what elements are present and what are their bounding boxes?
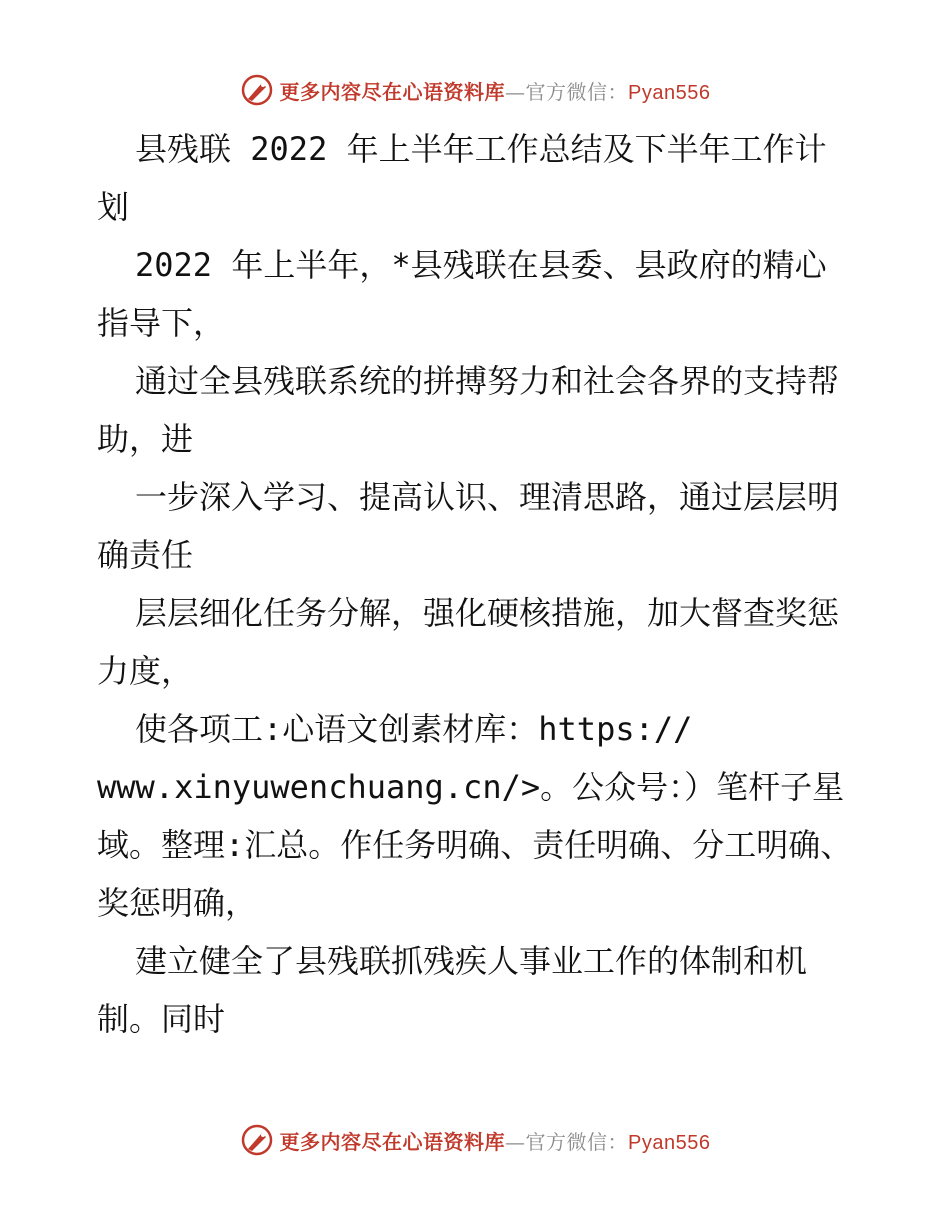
header-banner-text bbox=[280, 76, 711, 105]
document-body bbox=[97, 120, 857, 1048]
paragraph-title: 县残联 2022 年上半年工作总结及下半年工作计划 bbox=[97, 130, 827, 226]
header-wechat-account: Pyan556 bbox=[628, 81, 711, 104]
paragraph: 一步深入学习、提高认识、理清思路，通过层层明确责任 bbox=[97, 478, 840, 574]
header-brand-text: 更多内容尽在心语资料库 bbox=[279, 79, 506, 104]
paragraph: 2022 年上半年，*县残联在县委、县政府的精心指导下， bbox=[97, 246, 827, 342]
footer-brand-text: 更多内容尽在心语资料库 bbox=[279, 1129, 506, 1154]
paragraph: www.xinyuwenchuang.cn/>。公众号：）笔杆子星域。整理:汇总。作任务明确、责任明确、分工明确、奖惩明确， bbox=[97, 768, 853, 922]
paragraph: 层层细化任务分解，强化硬核措施，加大督查奖惩力度， bbox=[97, 594, 840, 690]
header-banner bbox=[0, 70, 950, 110]
footer-separator: — bbox=[505, 1129, 526, 1154]
footer-wechat-account: Pyan556 bbox=[628, 1131, 711, 1154]
paragraph: 使各项工:心语文创素材库：https:// bbox=[135, 710, 693, 748]
footer-banner bbox=[0, 1120, 950, 1160]
footer-banner-text bbox=[280, 1126, 711, 1155]
paragraph: 建立健全了县残联抓残疾人事业工作的体制和机制。同时 bbox=[97, 942, 808, 1038]
pen-nib-logo-icon bbox=[240, 1123, 274, 1157]
header-wechat-label: 官方微信： bbox=[525, 79, 629, 104]
pen-nib-logo-icon bbox=[240, 73, 274, 107]
header-separator: — bbox=[505, 79, 526, 104]
paragraph: 通过全县残联系统的拼搏努力和社会各界的支持帮助，进 bbox=[97, 362, 840, 458]
footer-wechat-label: 官方微信： bbox=[525, 1129, 629, 1154]
